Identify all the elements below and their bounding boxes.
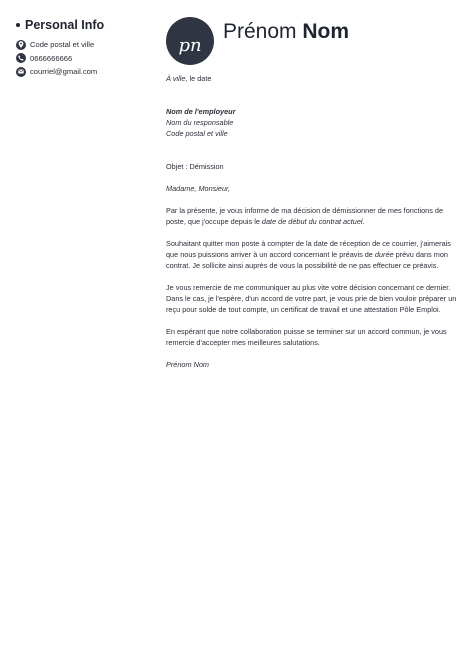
employer-name: Nom de l'employeur [166, 107, 236, 116]
place-date-line [166, 73, 462, 84]
first-name: Prénom [223, 20, 297, 43]
phone-icon [16, 53, 26, 63]
sidebar [16, 18, 156, 79]
salutation: Madame, Monsieur, [166, 184, 231, 193]
paragraph-1 [166, 205, 462, 227]
manager-name: Nom du responsable [166, 118, 234, 127]
contact-address [16, 38, 156, 52]
applicant-name [223, 20, 349, 44]
date-text: , le date [185, 74, 212, 83]
contract-start-date: date de début du contrat actuel [261, 217, 363, 226]
last-name: Nom [302, 20, 350, 43]
location-icon [16, 40, 26, 50]
paragraph-3: Je vous remercie de me communiquer au plus vite votre décision concernant ce dernier. Dans le cas, je l'espère, d'un accord de votre part, je vous prie de bien vouloir préparer un reçu pour solde de tout compte, un certificat de travail et une attestation Pôle Emploi. [166, 283, 457, 314]
personal-info-heading [16, 18, 156, 32]
contact-phone [16, 52, 156, 66]
letter-body [166, 73, 462, 370]
employer-address: Code postal et ville [166, 129, 228, 138]
letter-header [166, 17, 349, 65]
place-text: À ville [166, 74, 186, 83]
personal-info-title: Personal Info [25, 18, 105, 32]
paragraph-4: En espérant que notre collaboration puisse se terminer sur un accord commun, je vous remercie d'accepter mes meilleures salutations. [166, 327, 447, 347]
contact-email-text: courriel@gmail.com [30, 67, 98, 77]
email-icon [16, 67, 26, 77]
avatar [166, 17, 214, 65]
signature: Prénom Nom [166, 360, 209, 369]
paragraph-1-end: . [362, 217, 365, 226]
contact-email [16, 65, 156, 79]
contact-phone-text: 0666666666 [30, 53, 73, 63]
paragraph-2 [166, 238, 462, 271]
paragraph-2-end: prévu dans mon contrat. Je sollicite ainsi auprès de vous la possibilité de ne pas effectuer ce préavis. [166, 250, 448, 270]
avatar-initials: pn [178, 34, 202, 56]
subject-line: Objet : Démission [166, 162, 224, 171]
notice-duration: durée [374, 250, 394, 259]
paragraph-1-text: Par la présente, je vous informe de ma décision de démissionner de mes fonctions de poste, que j'occupe depuis le [166, 206, 444, 226]
contact-address-text: Code postal et ville [30, 40, 95, 50]
paragraph-2-text: Souhaitant quitter mon poste à compter de la date de réception de ce courrier, j'aimerais que nous puissions arriver à un accord concernant le préavis de [166, 239, 451, 259]
bullet-icon [16, 23, 20, 27]
